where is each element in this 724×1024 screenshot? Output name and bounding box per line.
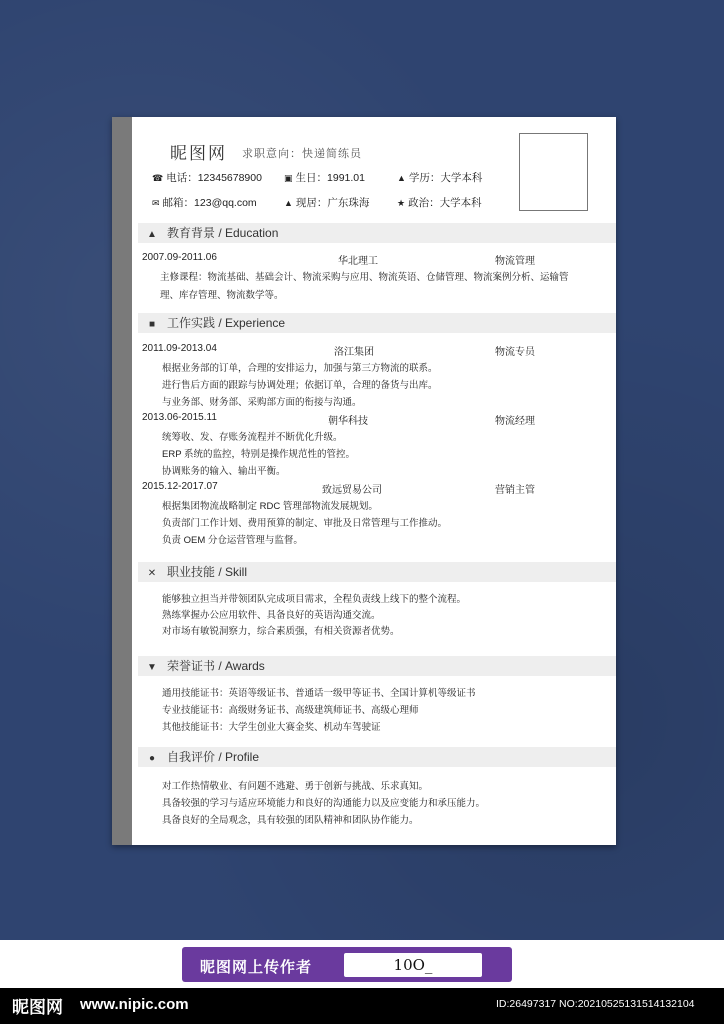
education-date: 2007.09-2011.06 [142, 252, 217, 263]
site-url: www.nipic.com [80, 996, 189, 1013]
job-date: 2015.12-2017.07 [142, 481, 218, 492]
section-header-education: ▲ 教育背景 / Education [138, 223, 616, 243]
location-icon: ▲ [284, 198, 293, 208]
profile-line: 具备较强的学习与适应环境能力和良好的沟通能力以及应变能力和承压能力。 [162, 798, 486, 809]
job-duty: 根据集团物流战略制定 RDC 管理部物流发展规划。 [162, 501, 378, 512]
section-header-awards: ▼ 荣誉证书 / Awards [138, 656, 616, 676]
job-duty: 与业务部、财务部、采购部方面的衔接与沟通。 [162, 397, 362, 408]
education-school: 华北理工 [338, 256, 378, 267]
job-duty: 负责部门工作计划、费用预算的制定、审批及日常管理与工作推动。 [162, 518, 448, 529]
section-header-skill: ✕ 职业技能 / Skill [138, 562, 616, 582]
star-icon: ★ [397, 198, 406, 208]
uploader-name-field: 10O_ [344, 953, 482, 977]
job-role: 物流经理 [495, 416, 535, 427]
education-line: 理、库存管理、物流数学等。 [160, 290, 284, 301]
calendar-icon: ▣ [284, 173, 293, 183]
profile-line: 具备良好的全局观念，具有较强的团队精神和团队协作能力。 [162, 815, 419, 826]
uploader-label: 昵图网上传作者 [200, 958, 313, 976]
job-duty: 根据业务部的订单，合理的安排运力，加强与第三方物流的联系。 [162, 363, 438, 374]
education-major: 物流管理 [495, 256, 535, 267]
profile-icon: ● [148, 753, 156, 764]
photo-placeholder [519, 133, 588, 211]
briefcase-icon: ■ [148, 319, 156, 330]
section-header-profile: ● 自我评价 / Profile [138, 747, 616, 767]
job-company: 朝华科技 [328, 416, 368, 427]
skill-line: 能够独立担当并带领团队完成项目需求，全程负责线上线下的整个流程。 [162, 594, 467, 605]
resume-sidebar-stripe [112, 117, 132, 845]
job-duty: 统筹收、发、存账务流程并不断优化升级。 [162, 432, 343, 443]
info-email: ✉ 邮箱：123@qq.com [152, 197, 257, 209]
info-politics: ★ 政治：大学本科 [397, 197, 482, 209]
job-date: 2013.06-2015.11 [142, 412, 217, 423]
image-id: ID:26497317 NO:20210525131514132104 [496, 998, 695, 1010]
info-phone: ☎ 电话：12345678900 [152, 172, 262, 184]
job-role: 物流专员 [495, 347, 535, 358]
envelope-icon: ✉ [152, 198, 160, 208]
award-line: 专业技能证书：高级财务证书、高级建筑师证书、高级心理师 [162, 705, 419, 716]
award-line: 通用技能证书：英语等级证书、普通话一级甲等证书、全国计算机等级证书 [162, 688, 476, 699]
graduation-cap-icon: ▲ [397, 173, 406, 183]
education-line: 主修课程：物流基础、基础会计、物流采购与应用、物流英语、仓储管理、物流案例分析、运输管 [160, 272, 569, 283]
resume-page [112, 117, 616, 845]
job-intent: 求职意向：快递简练员 [242, 147, 362, 160]
profile-line: 对工作热情敬业、有问题不逃避、勇于创新与挑战、乐求真知。 [162, 781, 429, 792]
info-residence: ▲ 现居：广东珠海 [284, 197, 370, 209]
skill-line: 对市场有敏锐洞察力，综合素质强，有相关资源者优势。 [162, 626, 400, 637]
resume-name: 昵图网 [170, 144, 227, 164]
job-duty: ERP 系统的监控，特别是操作规范性的管控。 [162, 449, 356, 460]
job-duty: 负责 OEM 分仓运营管理与监督。 [162, 535, 303, 546]
info-education: ▲ 学历：大学本科 [397, 172, 483, 184]
job-date: 2011.09-2013.04 [142, 343, 217, 354]
skill-line: 熟练掌握办公应用软件、具备良好的英语沟通交流。 [162, 610, 381, 621]
section-header-experience: ■ 工作实践 / Experience [138, 313, 616, 333]
info-birthday: ▣ 生日：1991.01 [284, 172, 365, 184]
award-line: 其他技能证书：大学生创业大赛金奖、机动车驾驶证 [162, 722, 381, 733]
tools-icon: ✕ [147, 568, 157, 579]
job-duty: 协调账务的输入、输出平衡。 [162, 466, 286, 477]
job-duty: 进行售后方面的跟踪与协调处理；依据订单，合理的备货与出库。 [162, 380, 438, 391]
site-logo: 昵图网 [12, 998, 63, 1018]
job-company: 致远贸易公司 [322, 485, 382, 496]
phone-icon: ☎ [152, 173, 164, 183]
trophy-icon: ▼ [147, 662, 157, 673]
job-role: 营销主管 [495, 485, 535, 496]
job-company: 洛江集团 [334, 347, 374, 358]
graduation-cap-icon: ▲ [147, 229, 157, 240]
